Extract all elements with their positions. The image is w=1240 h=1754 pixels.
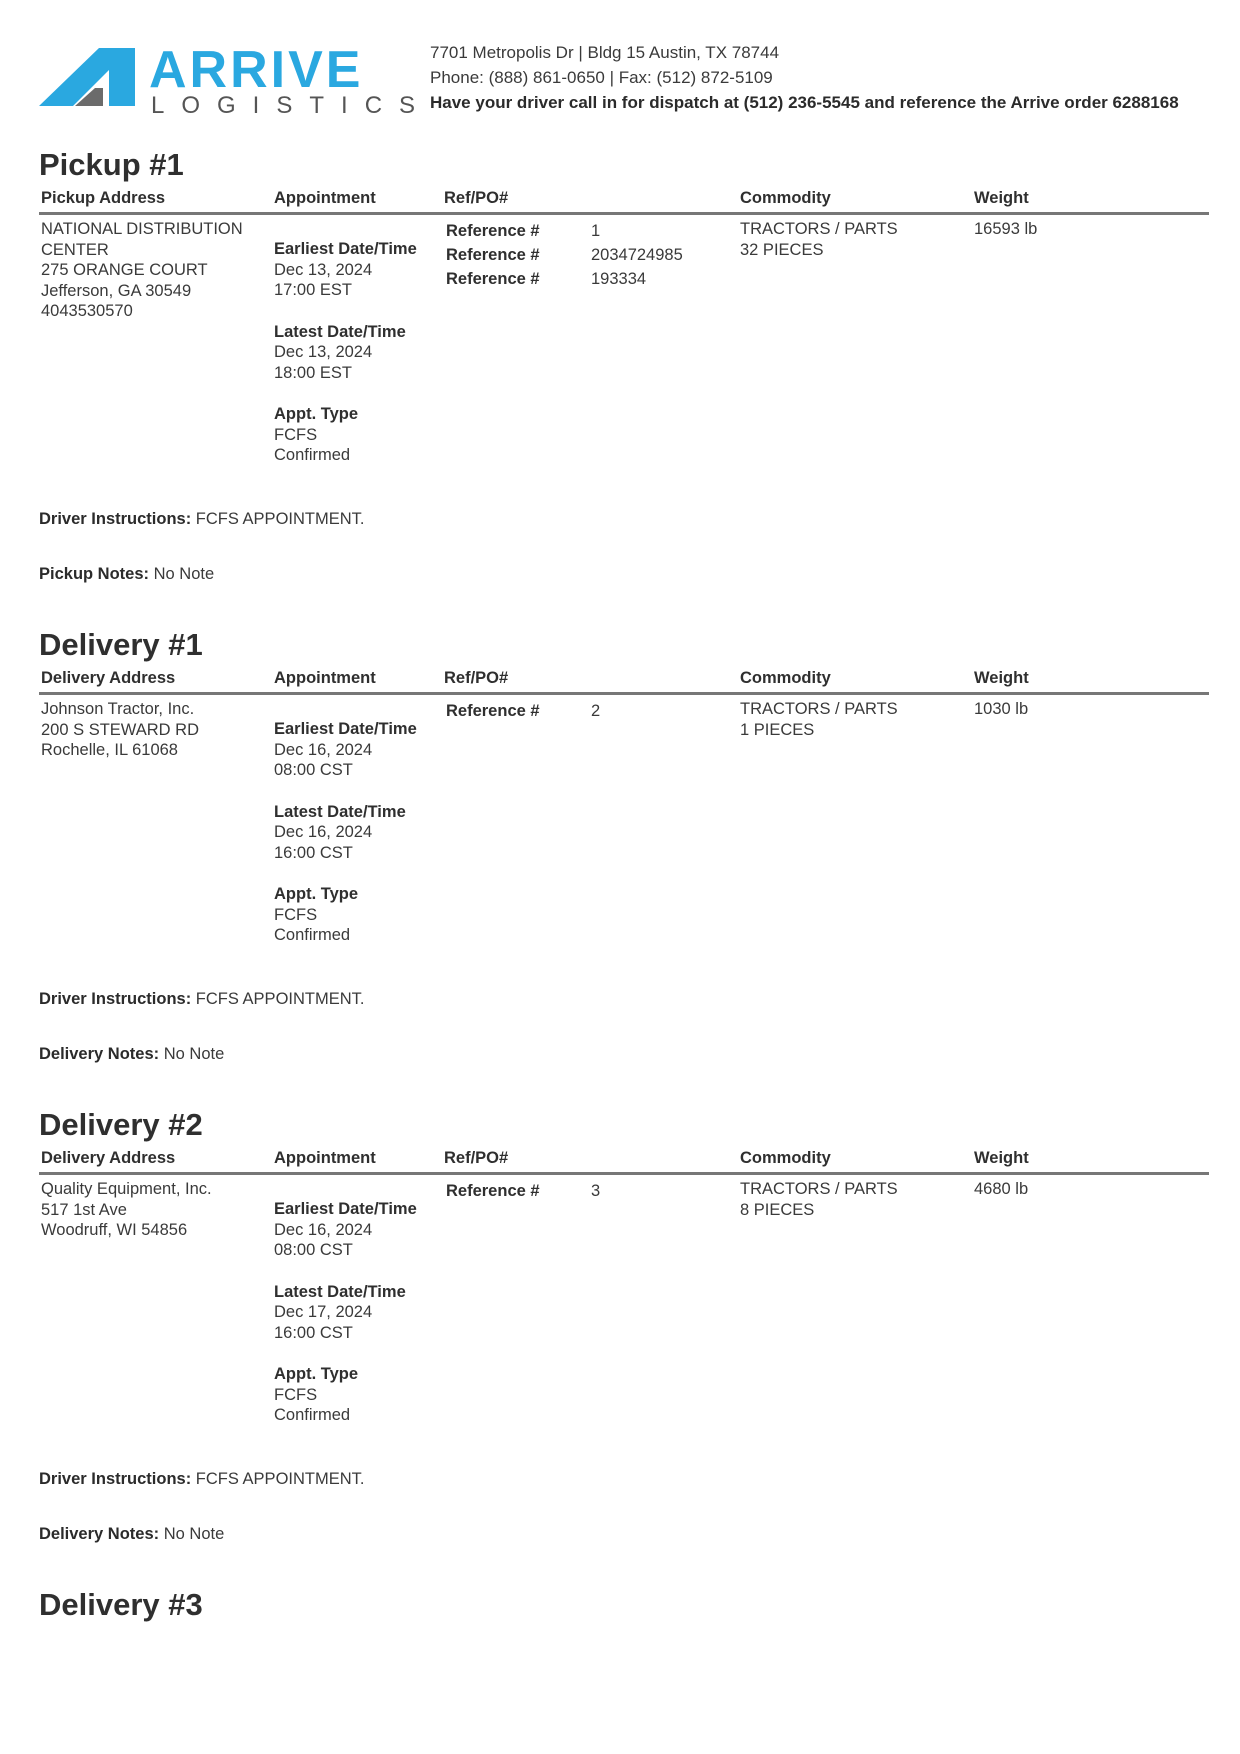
- latest-time: 16:00 CST: [274, 843, 353, 862]
- earliest-date: Dec 16, 2024: [274, 1220, 373, 1239]
- ref-labels: [446, 1179, 540, 1203]
- commodity-cell: [740, 219, 898, 260]
- address-line: CENTER: [41, 240, 109, 259]
- notes: [39, 565, 214, 584]
- latest-label: Latest Date/Time: [274, 1282, 406, 1301]
- address-line: Woodruff, WI 54856: [41, 1221, 188, 1239]
- table-header: [39, 186, 1209, 215]
- earliest-date: Dec 16, 2024: [274, 740, 373, 759]
- notes-value: No Note: [163, 1525, 225, 1543]
- appointment-cell: [274, 719, 417, 946]
- arrive-logistics-logo: [39, 41, 433, 119]
- commodity-name: TRACTORS / PARTS: [740, 220, 898, 238]
- address-cell: [41, 219, 243, 322]
- latest-time: 18:00 EST: [274, 363, 352, 382]
- commodity-pieces: 8 PIECES: [740, 1200, 815, 1219]
- col-appointment: Appointment: [274, 1149, 376, 1167]
- commodity-name: TRACTORS / PARTS: [740, 700, 898, 718]
- delivery-1-section: [39, 626, 1209, 1063]
- address-line: Johnson Tractor, Inc.: [41, 700, 195, 718]
- appointment-cell: [274, 1199, 417, 1426]
- table-header: [39, 1146, 1209, 1175]
- table-header: [39, 666, 1209, 695]
- earliest-time: 17:00 EST: [274, 281, 352, 299]
- weight-cell: 4680 lb: [974, 1180, 1029, 1198]
- delivery-2-section: [39, 1106, 1209, 1543]
- appt-type-label: Appt. Type: [274, 1365, 359, 1383]
- col-weight: Weight: [974, 669, 1029, 687]
- appt-status: Confirmed: [274, 926, 351, 944]
- latest-date: Dec 13, 2024: [274, 343, 373, 361]
- col-address: Delivery Address: [41, 669, 176, 687]
- col-ref: Ref/PO#: [444, 1149, 509, 1167]
- delivery-3-section: [39, 1586, 1209, 1624]
- reference-label: Reference #: [446, 270, 540, 288]
- address-line: NATIONAL DISTRIBUTION: [41, 220, 243, 238]
- appointment-cell: [274, 239, 417, 466]
- driver-instructions-value: FCFS APPOINTMENT.: [195, 990, 365, 1008]
- col-ref: Ref/PO#: [444, 669, 509, 687]
- ref-values: [591, 1179, 600, 1203]
- pickup-1-section: [39, 146, 1209, 583]
- earliest-label: Earliest Date/Time: [274, 1200, 417, 1218]
- driver-instructions: [39, 510, 364, 529]
- ref-values: [591, 219, 683, 291]
- document-header: [39, 40, 1209, 120]
- appt-type-label: Appt. Type: [274, 405, 359, 423]
- table-row: [39, 1175, 1209, 1445]
- earliest-time: 08:00 CST: [274, 1241, 353, 1259]
- earliest-time: 08:00 CST: [274, 761, 353, 779]
- appt-status: Confirmed: [274, 1406, 351, 1424]
- address-line: 517 1st Ave: [41, 1200, 127, 1219]
- table-row: [39, 695, 1209, 965]
- reference-value: 193334: [591, 270, 647, 288]
- weight-cell: 16593 lb: [974, 220, 1038, 238]
- ref-labels: [446, 699, 540, 723]
- company-phone: Phone: (888) 861-0650 | Fax: (512) 872-5109: [430, 68, 773, 87]
- latest-time: 16:00 CST: [274, 1323, 353, 1342]
- ref-labels: [446, 219, 540, 291]
- appt-type: FCFS: [274, 1385, 318, 1404]
- appt-type-label: Appt. Type: [274, 885, 359, 903]
- col-commodity: Commodity: [740, 1149, 831, 1167]
- reference-value: 2034724985: [591, 246, 683, 264]
- address-line: Quality Equipment, Inc.: [41, 1180, 212, 1198]
- notes-label: Delivery Notes:: [39, 1525, 160, 1543]
- col-commodity: Commodity: [740, 189, 831, 207]
- address-line: 200 S STEWARD RD: [41, 720, 200, 739]
- reference-value: 1: [591, 222, 601, 240]
- address-line: 4043530570: [41, 302, 133, 320]
- col-weight: Weight: [974, 1149, 1029, 1167]
- section-title: Delivery #3: [39, 1587, 203, 1622]
- dispatch-instructions: Have your driver call in for dispatch at (512) 236-5545 and reference the Arrive order 6288168: [430, 93, 1179, 112]
- section-title: Delivery #1: [39, 627, 203, 662]
- commodity-cell: [740, 699, 898, 740]
- latest-date: Dec 17, 2024: [274, 1303, 373, 1321]
- earliest-date: Dec 13, 2024: [274, 260, 373, 279]
- table-row: [39, 215, 1209, 485]
- company-info: [430, 40, 1179, 115]
- appt-status: Confirmed: [274, 446, 351, 464]
- reference-value: 2: [591, 702, 601, 720]
- notes: [39, 1045, 224, 1064]
- latest-date: Dec 16, 2024: [274, 823, 373, 841]
- notes: [39, 1525, 224, 1544]
- earliest-label: Earliest Date/Time: [274, 720, 417, 738]
- driver-instructions-label: Driver Instructions:: [39, 990, 192, 1008]
- address-line: Jefferson, GA 30549: [41, 281, 192, 300]
- col-appointment: Appointment: [274, 669, 376, 687]
- appt-type: FCFS: [274, 425, 318, 444]
- col-commodity: Commodity: [740, 669, 831, 687]
- reference-label: Reference #: [446, 1182, 540, 1200]
- driver-instructions: [39, 1470, 364, 1489]
- logo-subword: LOGISTICS: [151, 92, 433, 119]
- driver-instructions-value: FCFS APPOINTMENT.: [195, 1470, 365, 1488]
- driver-instructions: [39, 990, 364, 1009]
- col-ref: Ref/PO#: [444, 189, 509, 207]
- address-cell: [41, 699, 199, 761]
- address-line: 275 ORANGE COURT: [41, 261, 208, 279]
- earliest-label: Earliest Date/Time: [274, 240, 417, 258]
- address-cell: [41, 1179, 212, 1241]
- reference-label: Reference #: [446, 246, 540, 264]
- logo-mark-icon: [39, 48, 139, 112]
- driver-instructions-label: Driver Instructions:: [39, 1470, 192, 1488]
- commodity-name: TRACTORS / PARTS: [740, 1180, 898, 1198]
- latest-label: Latest Date/Time: [274, 322, 406, 341]
- notes-label: Pickup Notes:: [39, 565, 150, 583]
- address-line: Rochelle, IL 61068: [41, 741, 178, 759]
- section-title: Pickup #1: [39, 147, 184, 182]
- col-appointment: Appointment: [274, 189, 376, 207]
- col-weight: Weight: [974, 189, 1029, 207]
- weight-cell: 1030 lb: [974, 700, 1029, 718]
- section-title: Delivery #2: [39, 1107, 203, 1142]
- commodity-pieces: 32 PIECES: [740, 240, 824, 259]
- notes-value: No Note: [163, 1045, 225, 1063]
- company-address: 7701 Metropolis Dr | Bldg 15 Austin, TX 78744: [430, 43, 780, 62]
- commodity-cell: [740, 1179, 898, 1220]
- logo-word: ARRIVE: [149, 41, 364, 99]
- ref-values: [591, 699, 600, 723]
- notes-value: No Note: [153, 565, 215, 583]
- commodity-pieces: 1 PIECES: [740, 720, 815, 739]
- driver-instructions-label: Driver Instructions:: [39, 510, 192, 528]
- col-address: Pickup Address: [41, 189, 166, 207]
- driver-instructions-value: FCFS APPOINTMENT.: [195, 510, 365, 528]
- reference-value: 3: [591, 1182, 601, 1200]
- reference-label: Reference #: [446, 222, 540, 240]
- notes-label: Delivery Notes:: [39, 1045, 160, 1063]
- appt-type: FCFS: [274, 905, 318, 924]
- col-address: Delivery Address: [41, 1149, 176, 1167]
- reference-label: Reference #: [446, 702, 540, 720]
- latest-label: Latest Date/Time: [274, 802, 406, 821]
